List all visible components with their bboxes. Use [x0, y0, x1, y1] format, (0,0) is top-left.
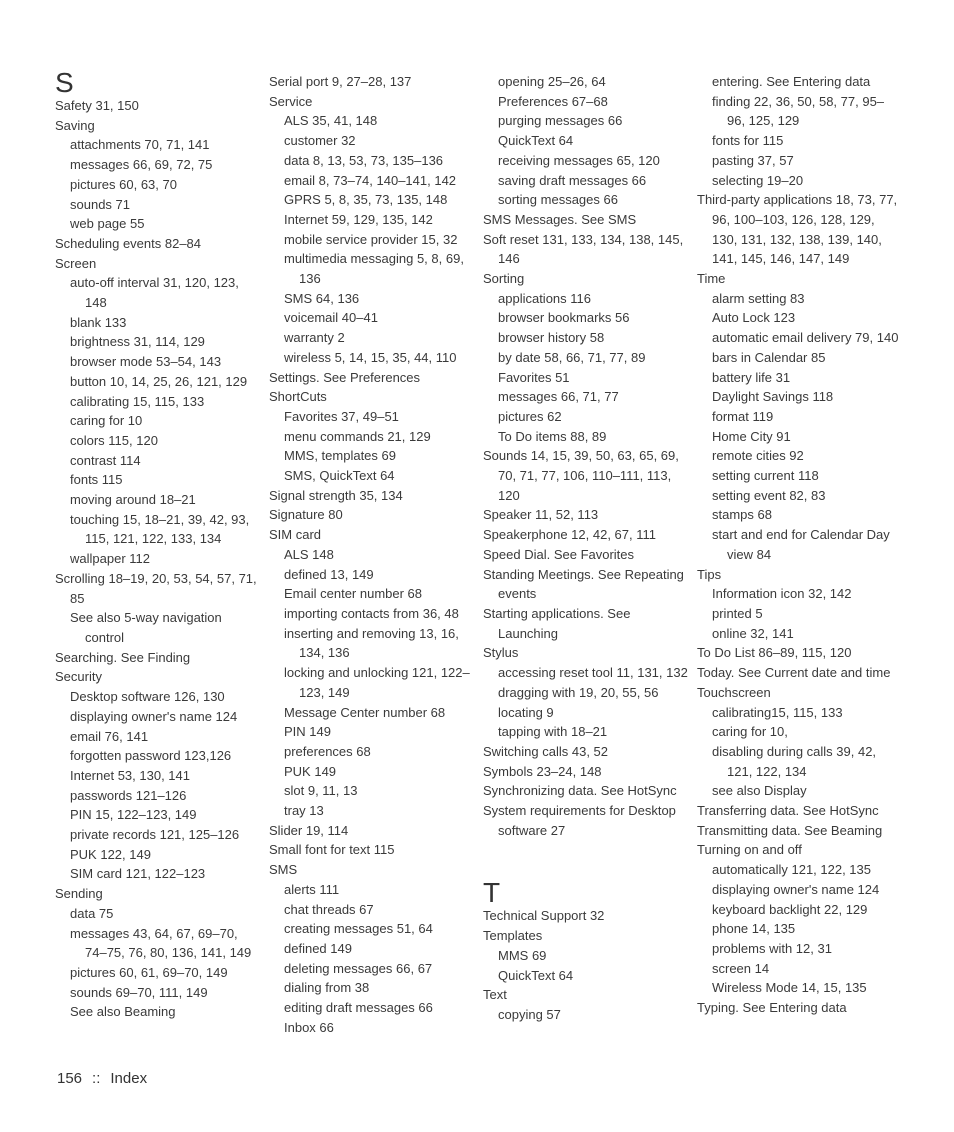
index-subentry: dragging with 19, 20, 55, 56: [498, 684, 659, 700]
index-subentry: automatically 121, 122, 135: [712, 862, 871, 878]
index-subentry: sounds 69–70, 111, 149: [70, 984, 208, 1000]
footer-separator: ::: [92, 1070, 101, 1087]
index-subentry: passwords 121–126: [70, 787, 187, 803]
index-entry: Today. See Current date and time: [697, 665, 891, 681]
index-subentry: accessing reset tool 11, 131, 132: [498, 665, 688, 681]
index-column-3: [483, 72, 688, 1025]
index-subentry: Information icon 32, 142: [712, 586, 852, 602]
index-subentry: saving draft messages 66: [498, 172, 647, 188]
index-subentry: screen 14: [712, 960, 770, 976]
index-subentry: opening 25–26, 64: [498, 74, 606, 89]
index-subentry: locking and unlocking 121, 122–123, 149: [284, 665, 470, 700]
index-entry: Scrolling 18–19, 20, 53, 54, 57, 71, 85: [55, 570, 257, 606]
index-entry: To Do List 86–89, 115, 120: [697, 645, 852, 661]
index-entry: Time: [697, 271, 726, 287]
index-entry: ShortCuts: [269, 389, 327, 405]
index-entry: Sending: [55, 886, 103, 902]
index-subentry: Home City 91: [712, 428, 791, 444]
index-entry: Signal strength 35, 134: [269, 487, 403, 503]
page-footer: [57, 1070, 147, 1087]
index-subentry: entering. See Entering data: [712, 74, 871, 89]
index-subentry: locating 9: [498, 704, 554, 720]
index-subentry: menu commands 21, 129: [284, 428, 431, 444]
page-number: 156: [57, 1070, 83, 1087]
index-subentry: browser history 58: [498, 330, 605, 346]
index-subentry: Inbox 66: [284, 1019, 334, 1035]
index-entry: Transferring data. See HotSync: [697, 803, 879, 819]
index-subentry: see also Display: [712, 783, 807, 799]
index-subentry: Favorites 37, 49–51: [284, 408, 399, 424]
index-entry: Templates: [483, 928, 543, 944]
index-subentry: PUK 122, 149: [70, 846, 151, 862]
index-subentry: messages 66, 71, 77: [498, 389, 619, 405]
index-subentry: Daylight Savings 118: [712, 389, 834, 405]
index-subentry: finding 22, 36, 50, 58, 77, 95–96, 125, 129: [712, 93, 885, 129]
index-entry: Speakerphone 12, 42, 67, 111: [483, 527, 656, 543]
index-subentry: SIM card 121, 122–123: [70, 866, 206, 882]
index-subentry: selecting 19–20: [712, 172, 804, 188]
index-subentry: stamps 68: [712, 507, 772, 523]
index-subentry: by date 58, 66, 71, 77, 89: [498, 349, 646, 365]
index-entry: Serial port 9, 27–28, 137: [269, 74, 412, 89]
index-entry: Transmitting data. See Beaming: [697, 822, 883, 838]
index-subentry: defined 149: [284, 940, 352, 956]
index-subentry: voicemail 40–41: [284, 310, 378, 326]
index-subentry: sorting messages 66: [498, 192, 618, 208]
index-subentry: QuickText 64: [498, 967, 574, 983]
index-subentry: printed 5: [712, 605, 763, 621]
index-subentry: setting current 118: [712, 468, 819, 484]
index-subentry: setting event 82, 83: [712, 487, 826, 503]
section-title: Index: [110, 1070, 148, 1087]
index-entry: Searching. See Finding: [55, 649, 191, 665]
index-subentry: pasting 37, 57: [712, 152, 794, 168]
index-subentry: auto-off interval 31, 120, 123, 148: [70, 275, 239, 311]
index-entry: Speed Dial. See Favorites: [483, 546, 635, 562]
index-entry: Starting applications. See Launching: [483, 605, 631, 641]
index-subentry: web page 55: [70, 216, 145, 232]
index-subentry: pictures 60, 63, 70: [70, 176, 177, 192]
index-subentry: tray 13: [284, 803, 324, 819]
index-subentry: customer 32: [284, 133, 356, 149]
index-subentry: preferences 68: [284, 743, 371, 759]
index-subentry: data 8, 13, 53, 73, 135–136: [284, 152, 444, 168]
index-subentry: start and end for Calendar Day view 84: [712, 527, 890, 562]
index-subentry: Auto Lock 123: [712, 310, 796, 326]
index-entry: Small font for text 115: [269, 842, 395, 858]
index-entry: Service: [269, 93, 313, 109]
index-subentry: remote cities 92: [712, 448, 804, 464]
index-subentry: Message Center number 68: [284, 704, 446, 720]
index-subentry: pictures 60, 61, 69–70, 149: [70, 964, 228, 980]
index-column-4: [697, 72, 902, 1018]
index-entry: Screen: [55, 255, 97, 271]
index-subentry: PIN 15, 122–123, 149: [70, 807, 197, 823]
index-subentry: mobile service provider 15, 32: [284, 231, 458, 247]
index-subentry: problems with 12, 31: [712, 940, 832, 956]
index-entry: Tips: [697, 566, 722, 582]
index-subentry: MMS 69: [498, 947, 547, 963]
index-entry: Touchscreen: [697, 684, 771, 700]
index-subentry: browser bookmarks 56: [498, 310, 630, 326]
index-subentry: defined 13, 149: [284, 566, 374, 582]
index-subentry: dialing from 38: [284, 980, 370, 996]
index-subentry: online 32, 141: [712, 625, 794, 641]
index-subentry: fonts 115: [70, 472, 123, 488]
index-entry: Sorting: [483, 271, 525, 287]
index-entry: Safety 31, 150: [55, 98, 139, 113]
index-subentry: contrast 114: [70, 452, 141, 468]
index-subentry: ALS 35, 41, 148: [284, 113, 378, 129]
index-subentry: GPRS 5, 8, 35, 73, 135, 148: [284, 192, 448, 208]
index-entry: Scheduling events 82–84: [55, 235, 202, 251]
index-subentry: PUK 149: [284, 763, 337, 779]
index-letter-heading: T: [483, 877, 501, 909]
index-entry: Third-party applications 18, 73, 77, 96, 100–103, 126, 128, 129, 130, 131, 132, 138, 139, 140, 141, 145, 146, 147, 149: [697, 192, 898, 267]
index-subentry: deleting messages 66, 67: [284, 960, 433, 976]
index-entry: System requirements for Desktop software 27: [483, 803, 676, 838]
index-subentry: displaying owner's name 124: [70, 708, 238, 724]
index-subentry: Email center number 68: [284, 586, 423, 602]
index-subentry: attachments 70, 71, 141: [70, 137, 210, 153]
index-subentry: SMS 64, 136: [284, 290, 360, 306]
index-subentry: touching 15, 18–21, 39, 42, 93, 115, 121, 122, 133, 134: [70, 511, 250, 547]
index-subentry: creating messages 51, 64: [284, 921, 433, 937]
index-entry: Sounds 14, 15, 39, 50, 63, 65, 69, 70, 71, 77, 106, 110–111, 113, 120: [483, 448, 679, 503]
index-subentry: fonts for 115: [712, 133, 784, 149]
index-subentry: colors 115, 120: [70, 432, 158, 448]
index-subentry: slot 9, 11, 13: [284, 783, 358, 799]
index-subentry: Internet 53, 130, 141: [70, 767, 190, 783]
index-subentry: data 75: [70, 905, 114, 921]
index-entry: Signature 80: [269, 507, 343, 523]
index-entry: Turning on and off: [697, 842, 802, 858]
index-entry: Technical Support 32: [483, 908, 605, 924]
index-subentry: email 76, 141: [70, 728, 149, 744]
index-subentry: moving around 18–21: [70, 492, 196, 508]
index-subentry: See also Beaming: [70, 1004, 176, 1020]
index-entry: Saving: [55, 117, 95, 133]
index-subentry: importing contacts from 36, 48: [284, 605, 459, 621]
index-subentry: warranty 2: [284, 330, 345, 346]
index-subentry: phone 14, 135: [712, 921, 796, 937]
index-entry: Symbols 23–24, 148: [483, 763, 602, 779]
index-subentry: brightness 31, 114, 129: [70, 334, 205, 350]
index-subentry: tapping with 18–21: [498, 724, 608, 740]
index-entry: Standing Meetings. See Repeating events: [483, 566, 684, 602]
index-subentry: purging messages 66: [498, 113, 623, 129]
index-entry: Soft reset 131, 133, 134, 138, 145, 146: [483, 231, 684, 267]
index-subentry: Favorites 51: [498, 369, 570, 385]
index-subentry: automatic email delivery 79, 140: [712, 330, 899, 346]
index-subentry: keyboard backlight 22, 129: [712, 901, 868, 917]
index-entry: Slider 19, 114: [269, 822, 349, 838]
index-subentry: copying 57: [498, 1006, 561, 1022]
index-subentry: battery life 31: [712, 369, 791, 385]
index-subentry: bars in Calendar 85: [712, 349, 826, 365]
index-subentry: messages 66, 69, 72, 75: [70, 157, 213, 173]
index-subentry: chat threads 67: [284, 901, 374, 917]
index-letter-heading: S: [55, 67, 74, 98]
index-entry: SMS: [269, 862, 298, 878]
index-subentry: email 8, 73–74, 140–141, 142: [284, 172, 457, 188]
index-subentry: disabling during calls 39, 42, 121, 122, 134: [712, 743, 877, 779]
index-subentry: calibrating 15, 115, 133: [70, 393, 205, 409]
index-subentry: Desktop software 126, 130: [70, 689, 225, 705]
index-entry: Synchronizing data. See HotSync: [483, 783, 677, 799]
index-entry: SIM card: [269, 527, 322, 543]
index-subentry: editing draft messages 66: [284, 1000, 433, 1016]
index-column-2: [269, 72, 474, 1037]
index-subentry: alarm setting 83: [712, 290, 805, 306]
index-entry: Settings. See Preferences: [269, 369, 421, 385]
index-subentry: Preferences 67–68: [498, 93, 608, 109]
index-subentry: caring for 10,: [712, 724, 788, 740]
index-subentry: receiving messages 65, 120: [498, 152, 660, 168]
index-subentry: QuickText 64: [498, 133, 574, 149]
index-entry: Speaker 11, 52, 113: [483, 507, 599, 523]
index-subentry: messages 43, 64, 67, 69–70, 74–75, 76, 80, 136, 141, 149: [70, 925, 252, 961]
index-entry: Switching calls 43, 52: [483, 743, 609, 759]
index-subentry: private records 121, 125–126: [70, 827, 240, 843]
index-entry: Security: [55, 669, 102, 685]
index-subentry: sounds 71: [70, 196, 130, 212]
index-entry: Stylus: [483, 645, 519, 661]
index-subentry: Wireless Mode 14, 15, 135: [712, 980, 867, 996]
index-entry: Text: [483, 987, 507, 1003]
index-column-1: [55, 67, 260, 1022]
index-entry: Typing. See Entering data: [697, 1000, 847, 1016]
index-subentry: ALS 148: [284, 546, 334, 562]
index-subentry: pictures 62: [498, 408, 562, 424]
index-subentry: button 10, 14, 25, 26, 121, 129: [70, 373, 248, 389]
index-subentry: format 119: [712, 408, 774, 424]
index-subentry: To Do items 88, 89: [498, 428, 607, 444]
index-subentry: MMS, templates 69: [284, 448, 396, 464]
index-subentry: wallpaper 112: [70, 551, 150, 567]
index-subentry: PIN 149: [284, 724, 331, 740]
index-subentry: blank 133: [70, 314, 127, 330]
index-subentry: Internet 59, 129, 135, 142: [284, 211, 433, 227]
index-subentry: browser mode 53–54, 143: [70, 354, 222, 370]
index-subentry: forgotten password 123,126: [70, 748, 232, 764]
index-subentry: alerts 111: [284, 881, 340, 897]
index-subentry: multimedia messaging 5, 8, 69, 136: [284, 251, 464, 287]
index-subentry: See also 5-way navigation control: [70, 610, 222, 645]
index-subentry: caring for 10: [70, 413, 143, 429]
index-subentry: inserting and removing 13, 16, 134, 136: [284, 625, 459, 661]
index-subentry: calibrating15, 115, 133: [712, 704, 843, 720]
index-subentry: wireless 5, 14, 15, 35, 44, 110: [284, 349, 457, 365]
index-subentry: displaying owner's name 124: [712, 881, 880, 897]
index-subentry: applications 116: [498, 290, 591, 306]
index-entry: SMS Messages. See SMS: [483, 211, 637, 227]
index-subentry: SMS, QuickText 64: [284, 468, 395, 484]
